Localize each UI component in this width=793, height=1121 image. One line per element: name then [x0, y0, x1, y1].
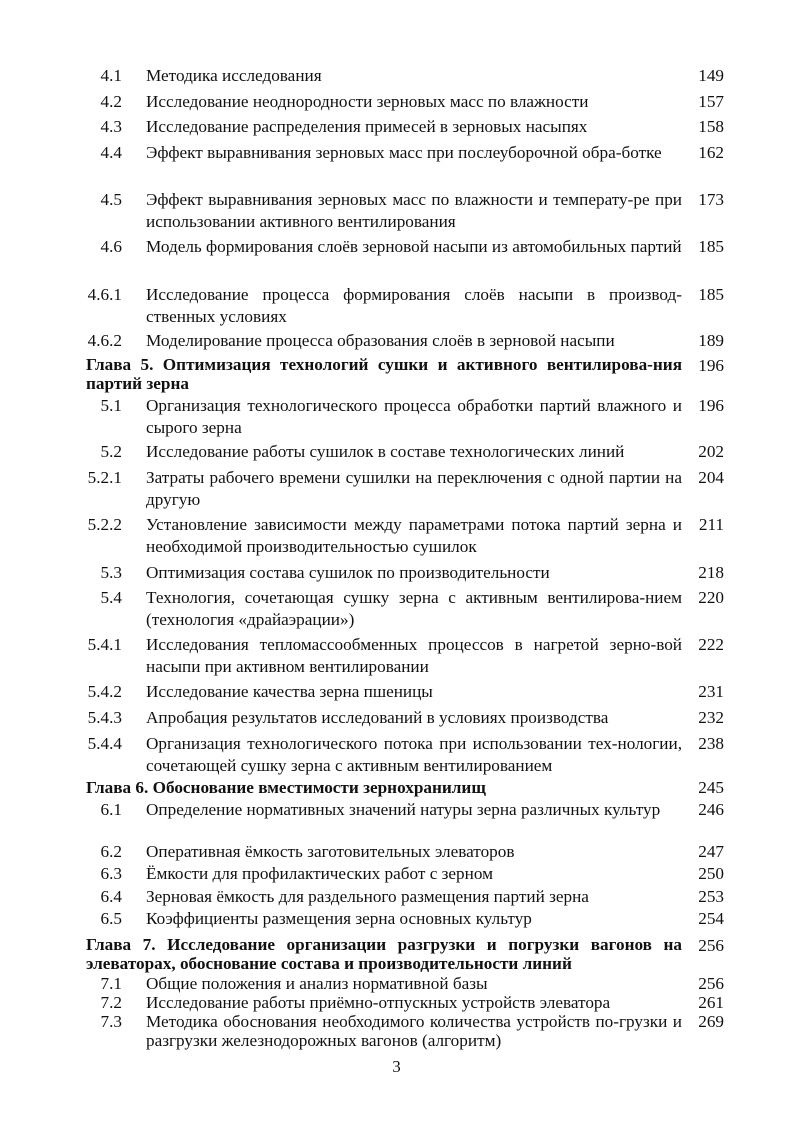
section-number: 5.4.4 — [87, 734, 122, 753]
page-ref: 157 — [698, 92, 724, 111]
section-title: Зерновая ёмкость для раздельного размещения партий зерна — [146, 887, 589, 906]
page-ref: 211 — [698, 515, 724, 534]
page-ref: 247 — [698, 842, 724, 861]
section-title: Исследование работы приёмно-отпускных устройств элеватора — [146, 993, 611, 1012]
section-title: Методика обоснования необходимого количества устройств по-грузки и разгрузки железнодорожных вагонов (алгоритм) — [146, 1012, 682, 1050]
page-ref: 261 — [698, 993, 724, 1012]
section-title: Моделирование процесса образования слоёв в зерновой насыпи — [146, 331, 615, 350]
section-title: Организация технологического процесса обработки партий влажного и сырого зерна — [146, 396, 682, 437]
section-title: Ёмкости для профилактических работ с зерном — [146, 864, 493, 883]
page-ref: 185 — [698, 285, 724, 304]
section-title: Исследование работы сушилок в составе технологических линий — [146, 442, 625, 461]
section-number: 6.3 — [100, 864, 122, 883]
section-title: Оперативная ёмкость заготовительных элеваторов — [146, 842, 515, 861]
section-number: 7.3 — [100, 1012, 122, 1031]
section-title: Методика исследования — [146, 66, 322, 85]
section-number: 5.4.2 — [87, 682, 122, 701]
page-ref: 269 — [698, 1012, 724, 1031]
section-title: Технология, сочетающая сушку зерна с активным вентилирова-нием (технология «драйаэрации») — [146, 588, 682, 629]
section-title: Эффект выравнивания зерновых масс при послеуборочной обра-ботке — [146, 143, 662, 162]
section-number: 5.3 — [100, 563, 122, 582]
page-ref: 245 — [698, 778, 724, 797]
section-number: 6.4 — [100, 887, 122, 906]
section-number: 4.1 — [100, 66, 122, 85]
section-title: Эффект выравнивания зерновых масс по влажности и температу-ре при использовании активного вентилирования — [146, 190, 682, 231]
page-ref: 238 — [698, 734, 724, 753]
section-number: 5.4 — [100, 588, 122, 607]
section-number: 5.4.3 — [87, 708, 122, 727]
section-title: Исследования тепломассообменных процессов в нагретой зерно-вой насыпи при активном вентилировании — [146, 635, 682, 676]
section-title: Определение нормативных значений натуры зерна различных культур — [146, 800, 661, 819]
page-ref: 158 — [698, 117, 724, 136]
section-title: Исследование распределения примесей в зерновых насыпях — [146, 117, 588, 136]
section-number: 5.4.1 — [87, 635, 122, 654]
page-ref: 222 — [698, 635, 724, 654]
section-number: 6.2 — [100, 842, 122, 861]
section-number: 4.3 — [100, 117, 122, 136]
section-title: Оптимизация состава сушилок по производительности — [146, 563, 550, 582]
section-title: Затраты рабочего времени сушилки на переключения с одной партии на другую — [146, 468, 682, 509]
chapter-title: Глава 5. Оптимизация технологий сушки и активного вентилирова-ния партий зерна — [86, 355, 682, 393]
page-ref: 250 — [698, 864, 724, 883]
section-title: Установление зависимости между параметрами потока партий зерна и необходимой производительностью сушилок — [146, 515, 682, 556]
page-ref: 253 — [698, 887, 724, 906]
section-number: 5.2 — [100, 442, 122, 461]
section-number: 7.1 — [100, 974, 122, 993]
page-number: 3 — [392, 1057, 401, 1076]
page-ref: 256 — [698, 974, 724, 993]
section-title: Апробация результатов исследований в условиях производства — [146, 708, 609, 727]
page-ref: 173 — [698, 190, 724, 209]
section-title: Исследование неоднородности зерновых масс по влажности — [146, 92, 589, 111]
section-number: 5.1 — [100, 396, 122, 415]
section-number: 6.1 — [100, 800, 122, 819]
section-title: Коэффициенты размещения зерна основных культур — [146, 909, 532, 928]
section-number: 4.6.1 — [87, 285, 122, 304]
page-ref: 204 — [698, 468, 724, 487]
chapter-title: Глава 7. Исследование организации разгрузки и погрузки вагонов на элеваторах, обоснование состава и производительности линий — [86, 935, 682, 973]
section-number: 4.5 — [100, 190, 122, 209]
section-title: Исследование процесса формирования слоёв насыпи в производ-ственных условиях — [146, 285, 682, 326]
page-ref: 231 — [698, 682, 724, 701]
section-title: Модель формирования слоёв зерновой насыпи из автомобильных партий — [146, 237, 682, 256]
page-ref: 218 — [698, 563, 724, 582]
section-number: 5.2.1 — [87, 468, 122, 487]
page-ref: 162 — [698, 143, 724, 162]
page-ref: 196 — [698, 356, 724, 375]
chapter-title: Глава 6. Обоснование вместимости зернохранилищ — [86, 778, 486, 797]
section-title: Организация технологического потока при использовании тех-нологии, сочетающей сушку зерна с активным вентилированием — [146, 734, 682, 775]
section-number: 4.6 — [100, 237, 122, 256]
page-ref: 196 — [698, 396, 724, 415]
page-ref: 202 — [698, 442, 724, 461]
page-ref: 254 — [698, 909, 724, 928]
page-ref: 149 — [698, 66, 724, 85]
section-number: 4.2 — [100, 92, 122, 111]
section-number: 7.2 — [100, 993, 122, 1012]
page-ref: 232 — [698, 708, 724, 727]
page-ref: 185 — [698, 237, 724, 256]
page-ref: 189 — [698, 331, 724, 350]
page-ref: 246 — [698, 800, 724, 819]
section-number: 4.6.2 — [87, 331, 122, 350]
section-number: 6.5 — [100, 909, 122, 928]
section-title: Общие положения и анализ нормативной базы — [146, 974, 488, 993]
section-number: 4.4 — [100, 143, 122, 162]
page-ref: 220 — [698, 588, 724, 607]
section-number: 5.2.2 — [87, 515, 122, 534]
page-ref: 256 — [698, 936, 724, 955]
section-title: Исследование качества зерна пшеницы — [146, 682, 433, 701]
